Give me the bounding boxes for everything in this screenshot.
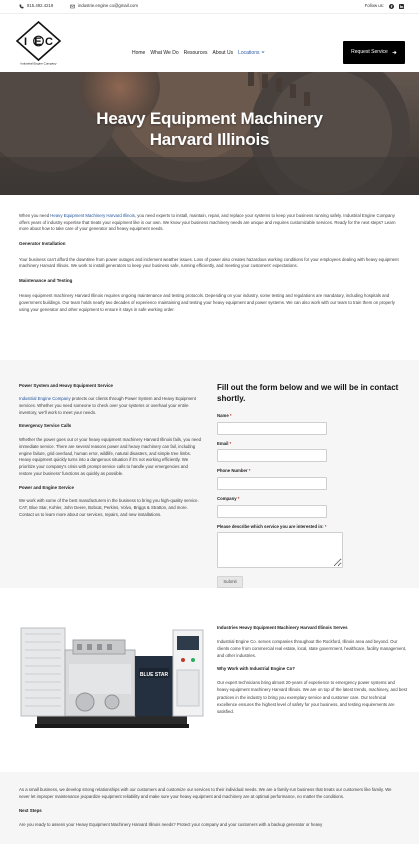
generator-image	[17, 620, 207, 742]
follow-label: Follow us:	[364, 3, 384, 8]
intro-text-pre: When you need	[19, 213, 51, 218]
email-text: industrie.engine.co@gmail.com	[78, 3, 139, 8]
required-mark: *	[229, 413, 232, 418]
why-work-paragraph: Our expert technicians bring almost 20-years of experience to emergency power systems and heavy equipment machinery Harvard Illinois. We are on top of the latest trends, machinery, and best practices in the industry to bring you exemplary service and customer care. Our technical excellence ensures the highest level of safety for your business, and testing requirements are satisfied.	[217, 680, 407, 714]
nav-home[interactable]: Home	[132, 50, 146, 56]
hero-title-line1: Heavy Equipment Machinery	[96, 109, 323, 128]
main-nav	[132, 50, 265, 58]
site-header	[0, 14, 419, 72]
svg-text:I: I	[24, 36, 28, 48]
message-label-text: Please describe which service you are interested in:	[217, 523, 324, 529]
company-link[interactable]: Industrial Engine Company	[19, 396, 71, 402]
generator-paragraph: Your business can't afford the downtime from power outages and inclement weather issues. Loss of power also creates hazardous working conditions for your employees dealing with heavy equipment machinery Harvard Illinois. We work to install generators to keep your business safe, running efficiently, and meeting your customers' expectations.	[19, 256, 399, 269]
bottom-text	[19, 787, 402, 836]
nav-locations[interactable]	[238, 50, 265, 58]
heading-why-work-with-us: Why Work with Industrial Engine Co?	[217, 666, 295, 672]
heading-emergency-calls: Emergency Service Calls	[19, 423, 72, 429]
name-field[interactable]	[217, 422, 327, 435]
required-mark: *	[324, 523, 327, 529]
name-label	[217, 413, 407, 420]
heading-generator-installation: Generator Installation	[19, 241, 66, 247]
industries-column	[217, 625, 407, 721]
company-label-text: Company	[217, 495, 237, 501]
company-field[interactable]	[217, 505, 327, 518]
name-label-text: Name	[217, 413, 229, 418]
mail-icon	[70, 4, 75, 9]
intro-text-post: , you need experts to install, maintain, repair, and replace your systems to keep your business running safely. Industrial Engine Company offers years of industry expertise that treats your equipment like is our own. We know your business machinery needs are unique and requires customizable services. Ready for the next steps? Learn more about how to take care of your generator and heavy equipment needs.	[19, 213, 396, 232]
required-mark: *	[229, 440, 232, 446]
services-column	[19, 383, 202, 525]
arrow-right-icon	[392, 50, 397, 55]
heading-power-system-service: Power System and Heavy Equipment Service	[19, 383, 113, 388]
svg-text:C: C	[45, 36, 53, 48]
svg-text:E: E	[34, 36, 42, 48]
email-field[interactable]	[217, 449, 327, 462]
maintenance-paragraph: Heavy equipment machinery Harvard Illinois requires ongoing maintenance and testing protocols. Depending on your industry, some testing and regulations are mandatory, including hospitals and government buildings. Our team holds nearly two decades of experience maintaining and testing your heavy equipment and power systems. We can also work with our team to train them on properly using your generator and other equipment to ensure it stays in safe working order.	[19, 293, 395, 312]
nav-resources[interactable]: Resources	[183, 50, 208, 56]
heading-power-engine-service: Power and Engine Service	[19, 484, 74, 490]
iec-logo-icon	[15, 21, 62, 66]
phone-text: 815.492.4219	[27, 3, 54, 8]
facebook-icon[interactable]	[389, 4, 394, 9]
small-business-paragraph: As a small business, we develop strong relationships with our customers and customize our services to their individual needs. We are a family-run business that treats our customers like family. We never let improper maintenance jeopardize equipment reliability and make sure your heavy equipment and machinery are at optimal performance, no matter the conditions.	[19, 787, 392, 799]
logo[interactable]	[15, 21, 62, 66]
request-service-label: Request Service	[351, 48, 388, 55]
email-label	[217, 441, 407, 448]
engine-service-paragraph: We work with some of the best manufacturers in the business to bring you high-quality service. CAT, Blue Star, Kohler, John Deere, Bobcat, Perkins, Volvo, Briggs & Stratton, and more. Contact us to learn more about our services, repairs, and new installations.	[19, 497, 199, 517]
request-service-button[interactable]	[343, 41, 405, 64]
hero-banner	[0, 72, 419, 195]
phone-field[interactable]	[217, 477, 327, 490]
nav-locations-label: Locations	[238, 50, 260, 56]
generator-brand-label: BLUE STAR	[139, 672, 169, 678]
emergency-paragraph: Whether the power goes out or your heavy equipment machinery Harvard Illinois fails, you need immediate service. There are several reasons power and heavy machinery can fail, including engine failure, grid overload, human error, wildlife, natural disasters, and simple tree limbs. Heavy equipment quickly turns into a dangerous situation if it's not working efficiently. We prioritize your company's crisis with prompt service calls to handle your emergencies and restore your business' functions as quickly as possible.	[19, 436, 201, 477]
chevron-down-icon	[261, 50, 265, 54]
social-links	[365, 3, 404, 10]
message-field[interactable]	[217, 532, 343, 568]
logo-caption: Industrial Engine Company	[20, 61, 57, 66]
email-label-text: Email	[217, 440, 229, 446]
form-heading: Fill out the form below and we will be in contact shortly.	[217, 383, 399, 403]
hero-title	[0, 108, 419, 150]
generator-illustration	[17, 620, 207, 742]
phone-icon	[19, 4, 24, 9]
message-label	[217, 524, 407, 531]
next-steps-paragraph: Are you ready to assess your Heavy Equipment Machinery Harvard Illinois needs? Protect your company and your customers with a backup generator or heavy	[19, 822, 323, 828]
intro-paragraph	[19, 213, 402, 233]
linkedin-icon[interactable]	[399, 4, 404, 9]
nav-about-us[interactable]: About Us	[212, 50, 234, 56]
nav-what-we-do[interactable]: What We Do	[150, 50, 179, 56]
company-label	[217, 496, 407, 503]
phone-link[interactable]	[19, 3, 53, 10]
intro-link[interactable]: Heavy Equipment Machinery Harvard Illinois	[50, 213, 135, 218]
intro-section	[19, 213, 402, 322]
required-mark: *	[248, 468, 251, 474]
top-bar	[0, 0, 419, 14]
hero-title-line2: Harvard Illinois	[149, 130, 270, 149]
email-link[interactable]	[70, 3, 138, 10]
industries-paragraph: Industrial Engine Co. serves companies throughout the Rockford, Illinois area and beyond. Our clients come from commercial real estate, local, state government, healthcare, facility management, and other industries.	[217, 639, 407, 659]
power-system-paragraph	[19, 396, 202, 417]
phone-label-text: Phone Number	[217, 468, 248, 474]
phone-label	[217, 468, 407, 475]
contact-form	[217, 383, 407, 588]
heading-industries-serves: Industries Heavy Equipment Machinery Harvard Illinois Serves	[217, 625, 348, 630]
heading-next-steps: Next Steps	[19, 807, 42, 813]
submit-button[interactable]: Submit	[217, 576, 243, 588]
heading-maintenance-testing: Maintenance and Testing	[19, 278, 73, 284]
power-system-text: protects our clients through Power System and Heavy Equipment services. Whether you need someone to check over your systems or overhaul your entire inventory, we'll work to meet your needs.	[19, 396, 196, 416]
required-mark: *	[237, 495, 240, 501]
